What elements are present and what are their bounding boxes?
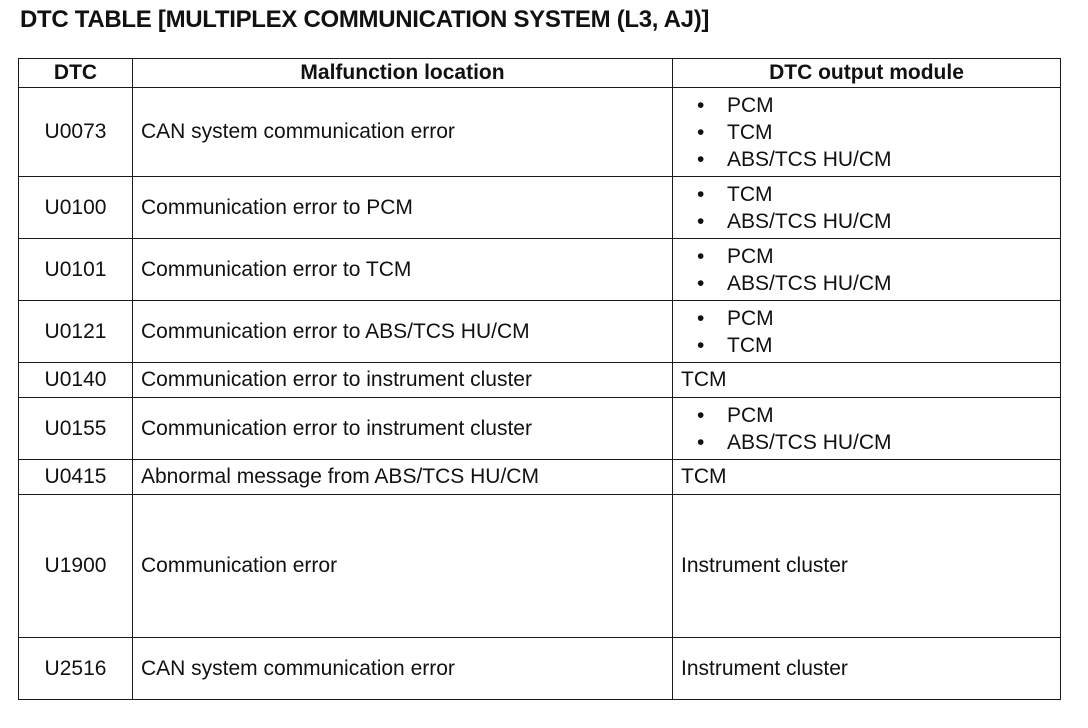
table-row (19, 495, 1061, 638)
table-row (19, 239, 1061, 301)
table-row (19, 460, 1061, 495)
table-row (19, 177, 1061, 239)
malfunction-location: Communication error to TCM (133, 239, 673, 301)
dtc-code: U2516 (19, 638, 133, 700)
output-module-cell (673, 239, 1061, 301)
output-module-list (681, 305, 1052, 359)
table-row (19, 363, 1061, 398)
dtc-code: U0073 (19, 88, 133, 177)
malfunction-location: Communication error (133, 495, 673, 638)
malfunction-location: Communication error to instrument cluster (133, 363, 673, 398)
malfunction-location: CAN system communication error (133, 88, 673, 177)
output-module: Instrument cluster (673, 638, 1061, 700)
dtc-code: U0140 (19, 363, 133, 398)
dtc-code: U0101 (19, 239, 133, 301)
output-module-cell (673, 177, 1061, 239)
dtc-table (18, 58, 1061, 700)
output-module-item: • ABS/TCS HU/CM (697, 429, 1052, 456)
table-row (19, 88, 1061, 177)
dtc-code: U0415 (19, 460, 133, 495)
dtc-code: U0121 (19, 301, 133, 363)
output-module-list (681, 92, 1052, 173)
output-module: TCM (673, 363, 1061, 398)
output-module-item: • PCM (697, 402, 1052, 429)
output-module-cell (673, 398, 1061, 460)
dtc-code: U1900 (19, 495, 133, 638)
malfunction-location: Communication error to PCM (133, 177, 673, 239)
dtc-code: U0100 (19, 177, 133, 239)
output-module-list (681, 402, 1052, 456)
output-module-item: • TCM (697, 332, 1052, 359)
table-row (19, 638, 1061, 700)
output-module-item: • TCM (697, 119, 1052, 146)
output-module-list (681, 181, 1052, 235)
malfunction-location: Communication error to ABS/TCS HU/CM (133, 301, 673, 363)
output-module-cell (673, 88, 1061, 177)
output-module-list (681, 243, 1052, 297)
table-header-row (19, 59, 1061, 88)
output-module-item: • TCM (697, 181, 1052, 208)
page-title: DTC TABLE [MULTIPLEX COMMUNICATION SYSTEM (L3, AJ)] (20, 6, 710, 33)
malfunction-location: CAN system communication error (133, 638, 673, 700)
output-module-item: • ABS/TCS HU/CM (697, 208, 1052, 235)
dtc-code: U0155 (19, 398, 133, 460)
output-module-item: • ABS/TCS HU/CM (697, 146, 1052, 173)
column-header-dtc: DTC (19, 59, 133, 88)
output-module-cell (673, 301, 1061, 363)
malfunction-location: Communication error to instrument cluster (133, 398, 673, 460)
output-module: Instrument cluster (673, 495, 1061, 638)
table-row (19, 301, 1061, 363)
column-header-malfunction-location: Malfunction location (133, 59, 673, 88)
output-module: TCM (673, 460, 1061, 495)
table-row (19, 398, 1061, 460)
output-module-item: • PCM (697, 92, 1052, 119)
malfunction-location: Abnormal message from ABS/TCS HU/CM (133, 460, 673, 495)
column-header-dtc-output-module: DTC output module (673, 59, 1061, 88)
output-module-item: • PCM (697, 243, 1052, 270)
output-module-item: • PCM (697, 305, 1052, 332)
output-module-item: • ABS/TCS HU/CM (697, 270, 1052, 297)
